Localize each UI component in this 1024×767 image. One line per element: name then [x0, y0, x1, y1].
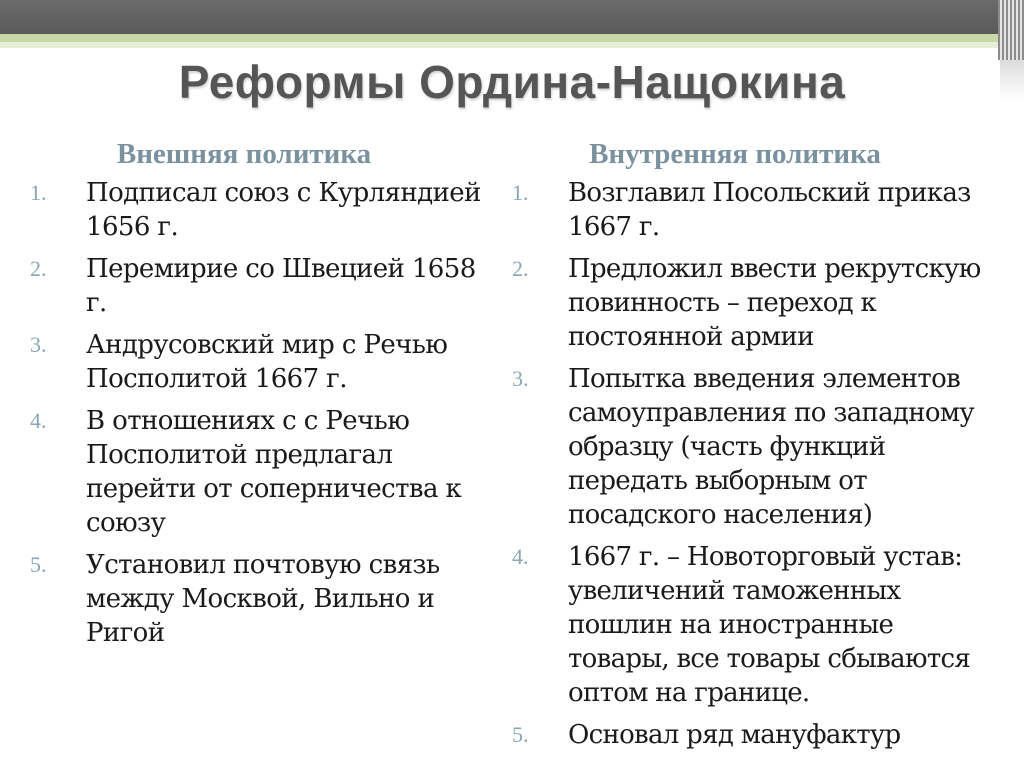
domestic-policy-column — [512, 136, 998, 760]
item-number: 3. — [30, 332, 47, 357]
item-text: Основал ряд мануфактур — [568, 720, 901, 750]
item-number: 5. — [512, 722, 529, 747]
list-item — [30, 176, 488, 244]
list-item — [30, 328, 488, 396]
domestic-policy-heading: Внутренняя политика — [589, 138, 881, 170]
item-text: Попытка введения элементов самоуправления по западному образцу (часть функций передать выборным от посадского населения) — [568, 364, 974, 530]
top-lightgreen-bar — [0, 42, 1000, 48]
item-text: 1667 г. – Новоторговый устав: увеличений таможенных пошлин на иностранные товары, все товары сбываются оптом на границе. — [568, 542, 971, 708]
item-text: Возглавил Посольский приказ 1667 г. — [568, 178, 971, 242]
item-number: 3. — [512, 366, 529, 391]
item-number: 1. — [512, 180, 529, 205]
foreign-policy-list — [30, 176, 488, 650]
domestic-policy-list — [512, 176, 998, 752]
list-item — [512, 718, 998, 752]
item-number: 4. — [30, 408, 47, 433]
list-item — [512, 176, 998, 244]
slide-title: Реформы Ордина-Нащокина — [178, 56, 846, 108]
foreign-policy-column — [30, 136, 488, 658]
list-item — [512, 362, 998, 532]
top-dark-bar — [0, 0, 1000, 34]
corner-stripes — [998, 0, 1024, 60]
item-number: 2. — [30, 256, 47, 281]
item-text: Предложил ввести рекрутскую повинность – переход к постоянной армии — [568, 254, 981, 352]
list-item — [30, 252, 488, 320]
item-text: В отношениях с с Речью Посполитой предлагал перейти от соперничества к союзу — [86, 406, 462, 538]
item-number: 1. — [30, 180, 47, 205]
item-number: 5. — [30, 552, 47, 577]
item-number: 2. — [512, 256, 529, 281]
foreign-policy-heading: Внешняя политика — [116, 138, 372, 170]
list-item — [30, 548, 488, 650]
list-item — [512, 252, 998, 354]
item-text: Перемирие со Швецией 1658 г. — [86, 254, 476, 318]
item-text: Андрусовский мир с Речью Посполитой 1667 г. — [86, 330, 448, 394]
item-number: 4. — [512, 544, 529, 569]
item-text: Подписал союз с Курляндией 1656 г. — [86, 178, 481, 242]
item-text: Установил почтовую связь между Москвой, Вильно и Ригой — [86, 550, 440, 648]
top-green-bar — [0, 34, 1000, 42]
list-item — [30, 404, 488, 540]
list-item — [512, 540, 998, 710]
